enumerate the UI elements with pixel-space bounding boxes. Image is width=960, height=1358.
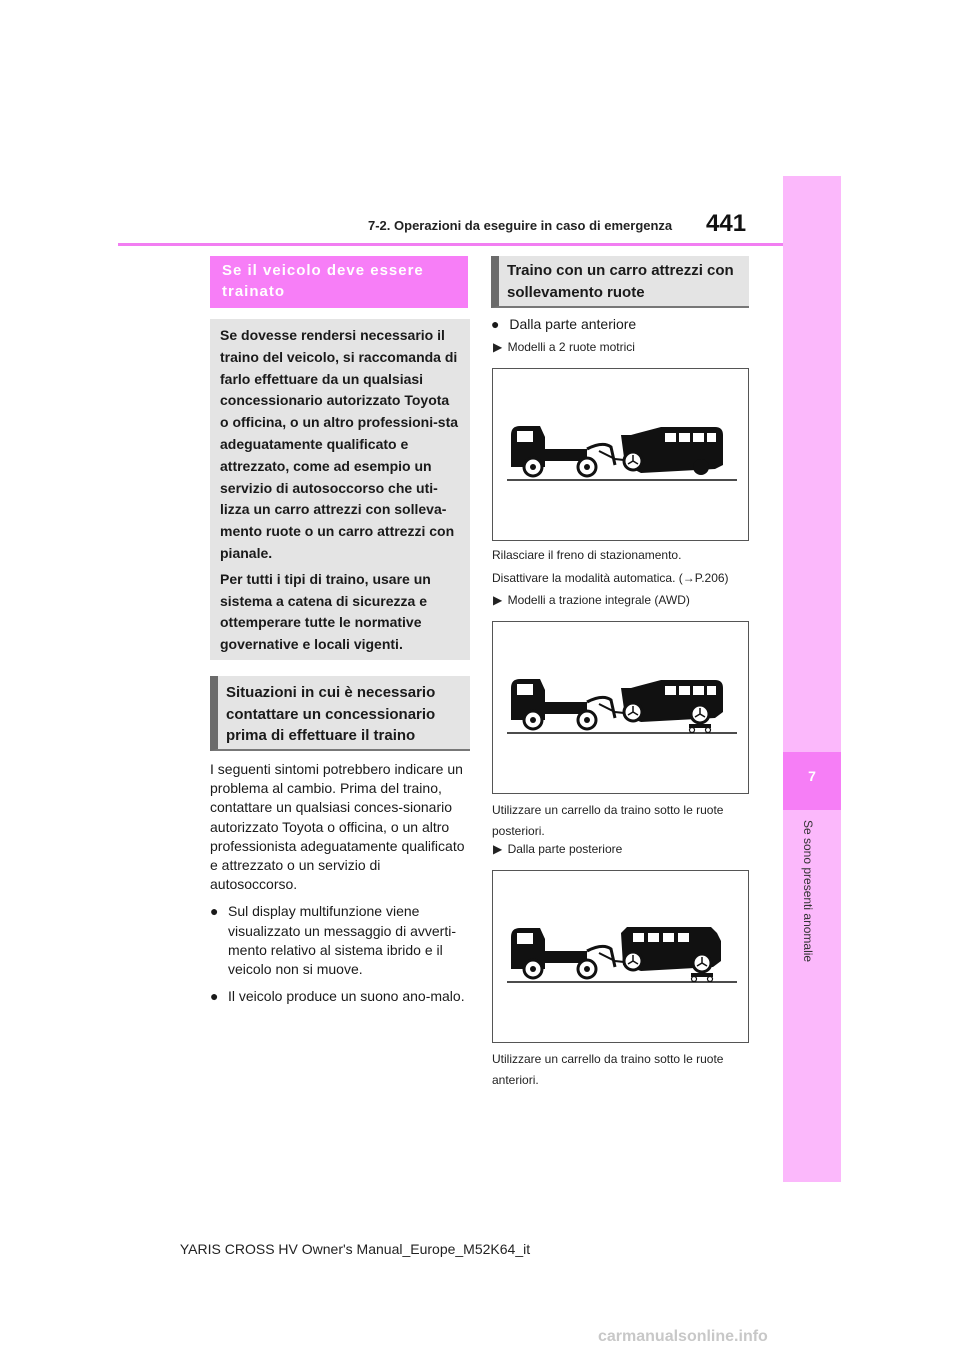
contact-dealer-body <box>210 760 468 1006</box>
towing-advice-box <box>210 319 470 660</box>
header-rule <box>118 243 783 246</box>
tow-truck-rear-dolly-illustration <box>492 870 749 1043</box>
page-number: 441 <box>706 210 747 237</box>
triangle-bullet-icon: ▶ <box>493 593 503 607</box>
towing-advice-paragraph: Per tutti i tipi di traino, usare un sistema a catena di sicurezza e ottemperare tutte le normative governative e locali vigenti. <box>220 570 431 653</box>
tow-truck-front-2wd-illustration <box>492 368 749 541</box>
case-awd-label: ▶ Modelli a trazione integrale (AWD) <box>493 593 690 607</box>
towing-section-heading: Se il veicolo deve essere trainato <box>210 256 468 308</box>
disable-auto-mode-note: Disattivare la modalità automatica. (→P.206) <box>492 571 729 585</box>
contact-dealer-intro: I seguenti sintomi potrebbero indicare un problema al cambio. Prima del traino, contattare un qualsiasi conces-sionario autorizzato Toyota o officina, o un altro professionista adeguatamente qualificato e attrezzato o un servizio di autosoccorso. <box>210 761 465 893</box>
awd-dolly-note: Utilizzare un carrello da traino sotto le ruote posteriori. <box>492 803 724 838</box>
wheel-lift-heading: Traino con un carro attrezzi con sollevamento ruote <box>491 256 749 308</box>
tow-truck-front-awd-dolly-illustration <box>492 621 749 794</box>
list-item-text: Sul display multifunzione viene visualizzato un messaggio di avverti-mento relativo al sistema ibrido e il veicolo non si muove. <box>228 903 456 978</box>
triangle-bullet-icon: ▶ <box>493 340 503 354</box>
bullet-icon: ● <box>210 988 219 1005</box>
chapter-number: 7 <box>808 768 816 784</box>
rear-dolly-note: Utilizzare un carrello da traino sotto le ruote anteriori. <box>492 1052 724 1087</box>
release-brake-note: Rilasciare il freno di stazionamento. <box>492 548 682 562</box>
list-item <box>210 902 468 979</box>
case-rear-label: ▶ Dalla parte posteriore <box>493 842 623 856</box>
list-item-text: Il veicolo produce un suono ano-malo. <box>228 988 465 1005</box>
manual-footer: YARIS CROSS HV Owner's Manual_Europe_M52K64_it <box>179 1241 531 1257</box>
bullet-icon: ● <box>210 903 219 920</box>
bullet-icon: ● <box>491 316 500 332</box>
case-2wd-label: ▶ Modelli a 2 ruote motrici <box>493 340 635 354</box>
section-header-title: 7-2. Operazioni da eseguire in caso di emergenza <box>368 218 673 233</box>
watermark-text: carmanualsonline.info <box>598 1328 768 1345</box>
triangle-bullet-icon: ▶ <box>493 842 503 856</box>
contact-dealer-heading: Situazioni in cui è necessario contattare un concessionario prima di effettuare il traino <box>210 676 470 751</box>
chapter-label: Se sono presenti anomalie <box>801 820 815 963</box>
chapter-side-tab <box>783 176 841 1182</box>
list-item <box>210 987 468 1006</box>
front-tow-label: ● Dalla parte anteriore <box>491 316 637 332</box>
towing-advice-paragraph: Se dovesse rendersi necessario il traino del veicolo, si raccomanda di farlo effettuare da un qualsiasi concessionario autorizzato Toyota o officina, o un altro professioni-sta adeguatamente qualificato e attrezzato, come ad esempio un servizio di autosoccorso che uti-lizza un carro attrezzi con solleva-mento ruote o un carro attrezzi con pianale. <box>220 327 459 561</box>
